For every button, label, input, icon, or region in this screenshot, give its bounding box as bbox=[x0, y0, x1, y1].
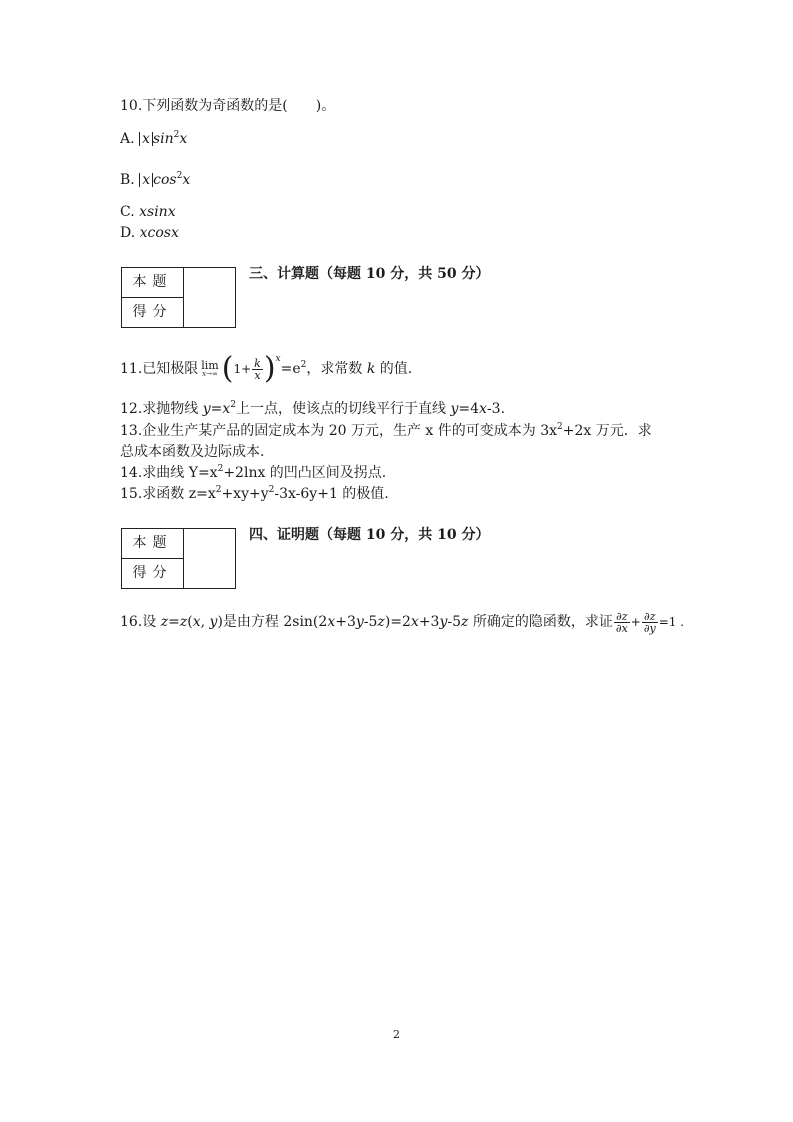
var-x: x bbox=[222, 401, 231, 417]
option-c-expr: xsinx bbox=[139, 204, 176, 220]
question-13-line-2: 总成本函数及边际成本. bbox=[120, 444, 265, 460]
q12-mid: 上一点，使该点的切线平行于直线 bbox=[236, 401, 451, 417]
fraction-denominator: x bbox=[254, 368, 261, 382]
score-box-divider bbox=[183, 529, 184, 588]
abs-x: x bbox=[139, 173, 153, 187]
constant-k: k bbox=[366, 361, 376, 377]
question-15 bbox=[120, 485, 389, 503]
score-box-label-question: 本题 bbox=[132, 274, 173, 290]
question-10-option-a bbox=[120, 130, 187, 148]
rhs-exponent: 2 bbox=[300, 360, 307, 370]
var-x: x bbox=[192, 614, 201, 630]
fraction-numerator: k bbox=[254, 356, 261, 370]
question-10-option-d bbox=[120, 224, 179, 242]
score-box-label-score: 得分 bbox=[132, 304, 173, 320]
q12-tail: -3. bbox=[486, 401, 506, 417]
var-y: y bbox=[439, 614, 448, 630]
partial-z-over-y bbox=[642, 611, 658, 634]
exponent: 2 bbox=[173, 130, 180, 140]
q16-text: -5 bbox=[363, 614, 378, 630]
var-x: x bbox=[410, 614, 419, 630]
q16-text: -5 bbox=[447, 614, 462, 630]
variable: x bbox=[182, 172, 191, 188]
score-box-label-score: 得分 bbox=[132, 565, 173, 581]
variable: x bbox=[179, 131, 188, 147]
var-z: z bbox=[160, 614, 169, 630]
exponent: 2 bbox=[268, 485, 275, 495]
q16-text: = bbox=[168, 614, 180, 630]
score-box-divider bbox=[183, 268, 184, 327]
equals-e: =e bbox=[280, 361, 301, 377]
partial-z-over-x bbox=[614, 611, 630, 634]
q15-text: -3x-6y+1 的极值. bbox=[274, 486, 389, 502]
fraction-denominator: ∂y bbox=[643, 621, 656, 635]
var-z: z bbox=[461, 614, 469, 630]
q16-text: 所确定的隐函数，求证 bbox=[468, 614, 613, 630]
var-z: z bbox=[179, 614, 188, 630]
fraction-numerator: ∂z bbox=[644, 609, 656, 623]
equals-one: =1 . bbox=[658, 615, 685, 629]
fraction-k-over-x bbox=[252, 358, 263, 381]
eq: = bbox=[210, 401, 223, 417]
left-paren: ( bbox=[221, 351, 234, 386]
fraction-denominator: ∂x bbox=[615, 621, 628, 635]
option-d-label: D. bbox=[120, 225, 140, 241]
q11-mid: ，求常数 bbox=[306, 361, 367, 377]
q14-text: +2lnx 的凹凸区间及拐点. bbox=[223, 465, 387, 481]
right-paren: ) bbox=[263, 351, 276, 386]
q15-text: 15.求函数 z=x bbox=[120, 486, 216, 502]
exponent: 2 bbox=[230, 400, 237, 410]
option-c-label: C. bbox=[120, 204, 140, 220]
exponent: 2 bbox=[557, 422, 563, 432]
limit-operator bbox=[201, 360, 218, 378]
one-plus: 1+ bbox=[233, 362, 252, 376]
question-11 bbox=[120, 352, 412, 386]
fraction-numerator: ∂z bbox=[616, 609, 628, 623]
q11-suffix: 的值. bbox=[375, 361, 413, 377]
section-3-title: 三、计算题（每题 10 分，共 50 分） bbox=[249, 266, 490, 282]
question-10-option-c bbox=[120, 203, 176, 221]
q16-text: ( bbox=[187, 614, 193, 630]
q12-prefix: 12.求抛物线 bbox=[120, 401, 203, 417]
page-number: 2 bbox=[393, 1028, 400, 1041]
exponent: 2 bbox=[176, 171, 183, 181]
function-name: sin bbox=[152, 131, 174, 147]
q14-text: 14.求曲线 Y=x bbox=[120, 465, 218, 481]
function-name: cos bbox=[153, 172, 177, 188]
score-box-label-question: 本题 bbox=[132, 535, 173, 551]
question-10-option-b bbox=[120, 171, 190, 189]
q16-text: 16.设 bbox=[120, 614, 161, 630]
section-4-title: 四、证明题（每题 10 分，共 10 分） bbox=[249, 527, 490, 543]
lim-subscript: x→∞ bbox=[202, 370, 218, 378]
question-16 bbox=[120, 608, 684, 636]
score-box-section-4 bbox=[121, 528, 236, 589]
option-d-expr: xcosx bbox=[139, 225, 179, 241]
var-z: z bbox=[377, 614, 385, 630]
question-10-stem: 10.下列函数为奇函数的是( )。 bbox=[120, 98, 336, 114]
var-y: y bbox=[202, 401, 211, 417]
var-y: y bbox=[209, 614, 218, 630]
var-x: x bbox=[479, 401, 487, 417]
exponent: 2 bbox=[217, 464, 224, 474]
q13-text: +2x 万元．求 bbox=[562, 423, 652, 439]
q11-prefix: 11.已知极限 bbox=[120, 361, 199, 377]
q16-text: )是由方程 2sin(2 bbox=[217, 614, 328, 630]
var-x: x bbox=[327, 614, 336, 630]
exponent: 2 bbox=[215, 485, 222, 495]
q16-text: , bbox=[200, 614, 210, 630]
question-12 bbox=[120, 400, 505, 418]
q15-text: +xy+y bbox=[221, 486, 269, 502]
score-box-section-3 bbox=[121, 267, 236, 328]
var-y: y bbox=[450, 401, 459, 417]
abs-x: x bbox=[139, 132, 153, 146]
q16-text: +3 bbox=[418, 614, 440, 630]
lim-word: lim bbox=[201, 359, 219, 372]
q13-text: 13.企业生产某产品的固定成本为 20 万元，生产 x 件的可变成本为 3x bbox=[120, 423, 558, 439]
question-13-line-1 bbox=[120, 422, 652, 440]
plus-sign: + bbox=[630, 615, 641, 629]
eq: =4 bbox=[458, 401, 480, 417]
var-y: y bbox=[355, 614, 364, 630]
outer-exponent: x bbox=[275, 354, 281, 364]
q16-text: +3 bbox=[335, 614, 356, 630]
option-b-label: B. bbox=[120, 172, 140, 188]
question-14 bbox=[120, 464, 386, 482]
option-a-label: A. bbox=[120, 131, 140, 147]
q16-text: )=2 bbox=[384, 614, 411, 630]
